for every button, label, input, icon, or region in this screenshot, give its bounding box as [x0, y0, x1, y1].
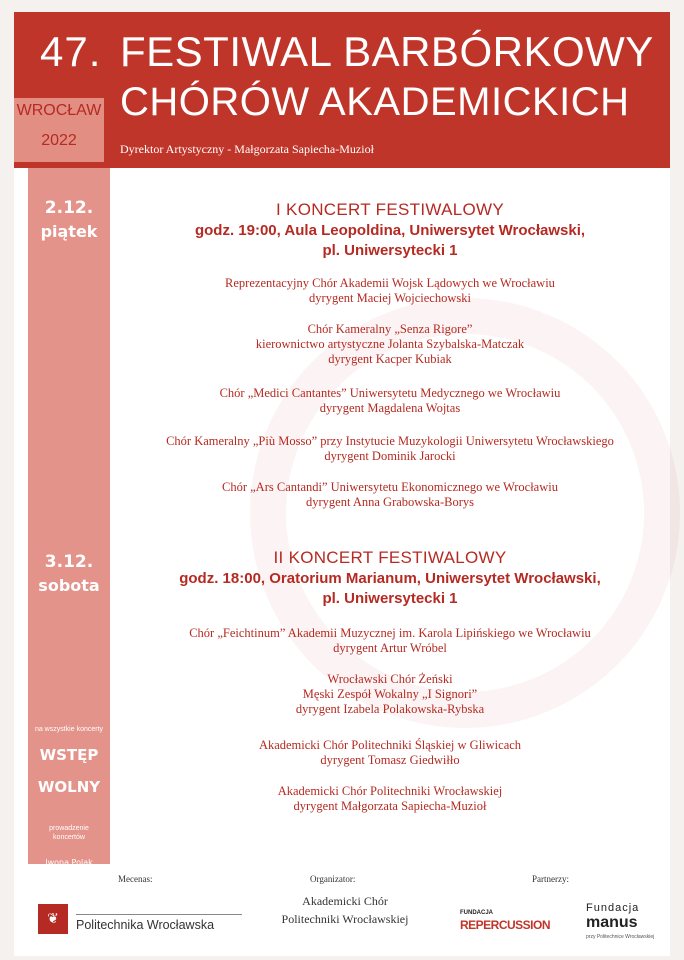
performer-conductor: dyrygent Maciej Wojciechowski: [309, 291, 471, 305]
eagle-logo-icon: ❦: [38, 904, 68, 934]
concert2-performer-4: [110, 784, 670, 814]
festival-number: 47.: [40, 28, 102, 75]
performer-name: Chór Kameralny „Senza Rigore”: [307, 322, 473, 336]
performer-name: Chór „Ars Cantandi” Uniwersytetu Ekonomicznego we Wrocławiu: [222, 480, 558, 494]
organizer-label: Organizator:: [310, 874, 356, 884]
patron-label: Mecenas:: [118, 874, 153, 884]
manus-small: Fundacja: [586, 902, 640, 914]
performer-name-2: Męski Zespół Wokalny „I Signori”: [302, 687, 478, 701]
concert1-address: pl. Uniwersytecki 1: [322, 242, 458, 259]
performer-conductor: dyrygent Małgorzata Sapiecha-Muzioł: [293, 799, 487, 813]
organizer-line2: Politechniki Wrocławskiej: [281, 912, 409, 926]
organizer-line1: Akademicki Chór: [302, 894, 388, 908]
sponsors-footer: [14, 868, 670, 956]
performer-conductor: dyrygent Dominik Jarocki: [324, 449, 456, 463]
performer-name: Reprezentacyjny Chór Akademii Wojsk Lądowych we Wrocławiu: [225, 276, 555, 290]
concert2-day: sobota: [38, 576, 100, 595]
concert1-date: 2.12.: [44, 198, 94, 218]
concert1-performer-2: [110, 322, 670, 367]
manus-subtitle: przy Politechnice Wrocławskiej: [586, 934, 655, 940]
logo-divider: [76, 914, 242, 915]
concert2-time-place: godz. 18:00, Oratorium Marianum, Uniwersytet Wrocławski,: [179, 570, 601, 587]
concert2-performer-2: [110, 672, 670, 717]
concert1-day: piątek: [40, 222, 98, 241]
concert2-title: II KONCERT FESTIWALOWY: [273, 548, 507, 567]
performer-name: Chór „Medici Cantantes” Uniwersytetu Medycznego we Wrocławiu: [219, 386, 561, 400]
performer-conductor: dyrygent Artur Wróbel: [333, 641, 447, 655]
repercussion-logo: REPERCUSSION: [460, 918, 551, 932]
concert1-performer-1: [110, 276, 670, 306]
free-entry-line1: WSTĘP: [39, 746, 99, 764]
festival-title-line1: FESTIWAL BARBÓRKOWY: [120, 28, 654, 75]
concert2-performer-3: [110, 738, 670, 768]
performer-conductor: dyrygent Anna Grabowska-Borys: [305, 495, 475, 509]
poster: [14, 12, 670, 956]
concert1-time-place: godz. 19:00, Aula Leopoldina, Uniwersytet Wrocławski,: [194, 222, 586, 239]
performer-conductor: dyrygent Izabela Polakowska-Rybska: [295, 702, 485, 716]
performer-artistic-lead: kierownictwo artystyczne Jolanta Szybalska-Matczak: [255, 337, 525, 351]
festival-title-line2: CHÓRÓW AKADEMICKICH: [120, 80, 630, 124]
performer-conductor: dyrygent Kacper Kubiak: [328, 352, 452, 366]
poster-header: [14, 12, 670, 168]
concert1-performer-4: [110, 434, 670, 464]
concert2-address: pl. Uniwersytecki 1: [322, 590, 458, 607]
host-name: Iwona Polak: [45, 858, 93, 867]
program-content: [110, 168, 670, 868]
performer-conductor: dyrygent Magdalena Wojtas: [319, 401, 461, 415]
concert2-performer-1: [110, 626, 670, 656]
performer-name: Akademicki Chór Politechniki Śląskiej w Gliwicach: [258, 738, 522, 752]
city-label: WROCŁAW: [16, 102, 102, 119]
year-label: 2022: [41, 132, 77, 149]
performer-name: Chór Kameralny „Più Mosso” przy Instytucie Muzykologii Uniwersytetu Wrocławskiego: [166, 434, 614, 448]
manus-logo: manus: [586, 914, 638, 931]
partners-label: Partnerzy:: [532, 874, 569, 884]
concert1-performer-5: [110, 480, 670, 510]
concert2-date: 3.12.: [44, 552, 94, 572]
hosting-label-line1: prowadzenie: [49, 825, 89, 832]
performer-name: Akademicki Chór Politechniki Wrocławskiej: [277, 784, 503, 798]
concert1-title: I KONCERT FESTIWALOWY: [276, 200, 504, 219]
all-concerts-note: na wszystkie koncerty: [34, 726, 104, 733]
performer-conductor: dyrygent Tomasz Giedwiłło: [320, 753, 460, 767]
repercussion-small: FUNDACJA: [460, 910, 493, 916]
hosting-label: [28, 824, 110, 842]
performer-name: Wrocławski Chór Żeński: [327, 672, 453, 686]
artistic-director: Dyrektor Artystyczny - Małgorzata Sapiecha-Muzioł: [120, 142, 374, 156]
free-entry-line2: WOLNY: [37, 778, 101, 796]
concert1-performer-3: [110, 386, 670, 416]
patron-name: Politechnika Wrocławska: [76, 918, 215, 932]
performer-name: Chór „Feichtinum” Akademii Muzycznej im. Karola Lipińskiego we Wrocławiu: [189, 626, 591, 640]
hosting-label-line2: koncertów: [53, 834, 85, 841]
date-sidebar: [28, 168, 110, 867]
